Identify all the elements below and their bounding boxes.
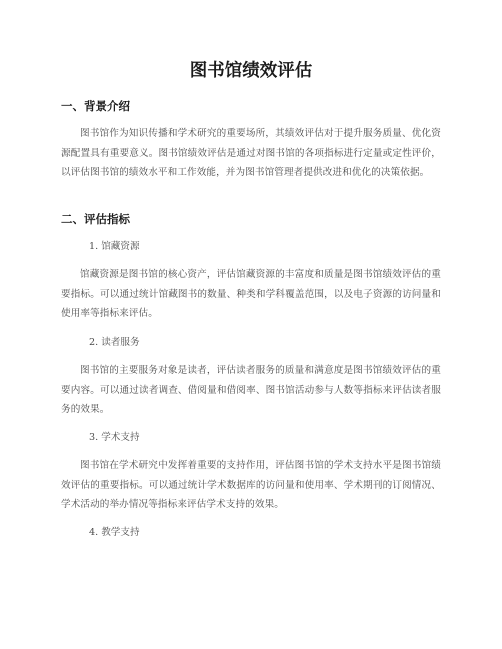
indicator-label-academic-support: 3. 学术支持 (89, 432, 140, 443)
indicator-paragraph-academic-support: 图书馆在学术研究中发挥着重要的支持作用，评估图书馆的学术支持水平是图书馆绩效评估的重要指标。可以通过统计学术数据库的访问量和使用率、学术期刊的订阅情况、学术活动的举办情况等指标来评估学术支持的效果。 (61, 460, 441, 510)
indicator-label-reader-service: 2. 读者服务 (89, 337, 140, 348)
indicator-paragraph-collection: 馆藏资源是图书馆的核心资产，评估馆藏资源的丰富度和质量是图书馆绩效评估的重要指标。可以通过统计馆藏图书的数量、种类和学科覆盖范围，以及电子资源的访问量和使用率等指标来评估。 (61, 269, 441, 319)
section-heading-background: 一、背景介绍 (61, 99, 130, 113)
section-heading-indicators: 二、评估指标 (61, 212, 130, 226)
section-paragraph-background: 图书馆作为知识传播和学术研究的重要场所，其绩效评估对于提升服务质量、优化资源配置具有重要意义。图书馆绩效评估是通过对图书馆的各项指标进行定量或定性评价，以评估图书馆的绩效水平和工作效能，并为图书馆管理者提供改进和优化的决策依据。 (61, 128, 441, 178)
indicator-label-teaching-support: 4. 教学支持 (89, 527, 140, 538)
indicator-label-collection: 1. 馆藏资源 (89, 241, 140, 252)
indicator-paragraph-reader-service: 图书馆的主要服务对象是读者，评估读者服务的质量和满意度是图书馆绩效评估的重要内容。可以通过读者调查、借阅量和借阅率、图书馆活动参与人数等指标来评估读者服务的效果。 (61, 365, 441, 415)
document-title: 图书馆绩效评估 (189, 61, 313, 81)
